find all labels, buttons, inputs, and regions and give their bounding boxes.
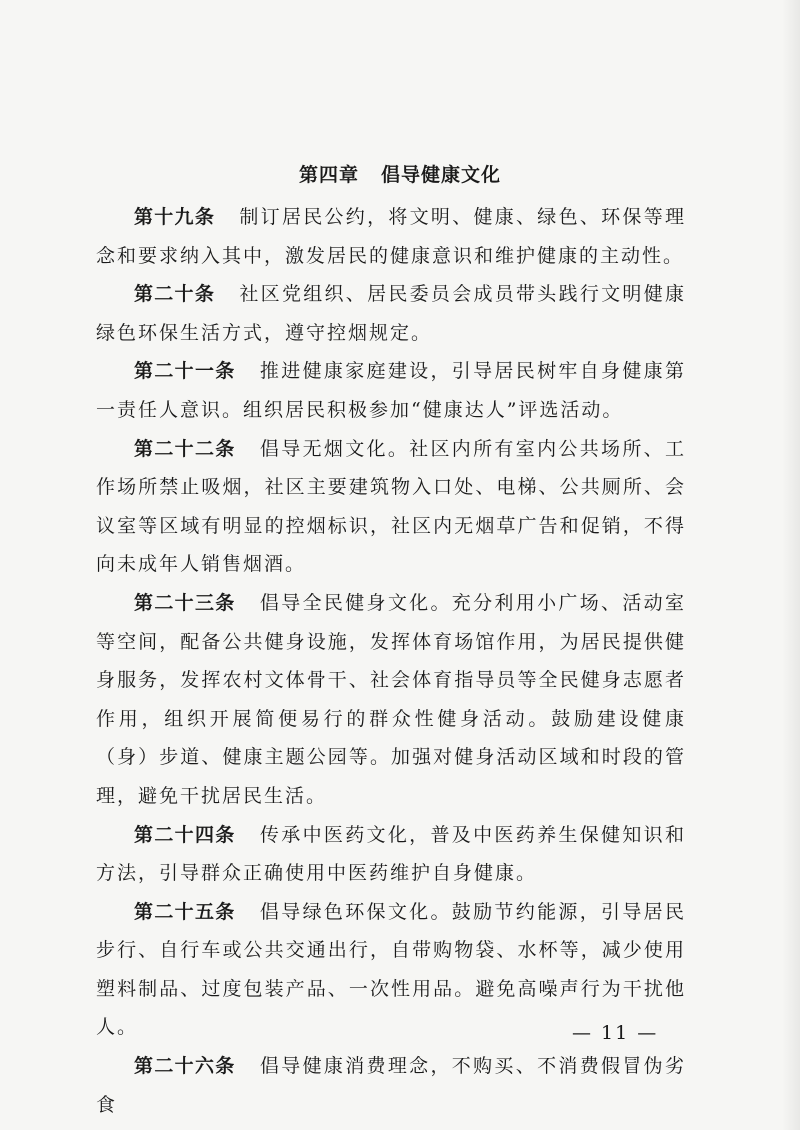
page-number: — 11 — [572,1022,659,1044]
article-text: 倡导无烟文化。社区内所有室内公共场所、工作场所禁止吸烟，社区主要建筑物入口处、电梯、公共厕所、会议室等区域有明显的控烟标识，社区内无烟草广告和促销，不得向未成年人销售烟酒。 [96,437,686,576]
chapter-title: 倡导健康文化 [381,164,502,186]
article-text: 倡导健康消费理念，不购买、不消费假冒伪劣食 [96,1055,686,1116]
chapter-label: 第四章 [298,164,359,186]
article-number: 第二十四条 [134,823,236,846]
chapter-heading [0,160,800,187]
article-number: 第二十六条 [134,1055,236,1078]
article-number: 第二十条 [134,283,216,306]
article-text: 倡导绿色环保文化。鼓励节约能源，引导居民步行、自行车或公共交通出行，自带购物袋、水杯等，减少使用塑料制品、过度包装产品、一次性用品。避免高噪声行为干扰他人。 [96,900,686,1039]
article-text: 倡导全民健身文化。充分利用小广场、活动室等空间，配备公共健身设施，发挥体育场馆作用，为居民提供健身服务，发挥农村文体骨干、社会体育指导员等全民健身志愿者作用，组织开展简便易行的群众性健身活动。鼓励建设健康（身）步道、健康主题公园等。加强对健身活动区域和时段的管理，避免干扰居民生活。 [96,591,686,807]
article-number: 第二十五条 [134,900,236,923]
article-text: 传承中医药文化，普及中医药养生保健知识和方法，引导群众正确使用中医药维护自身健康。 [96,823,686,885]
article-20 [96,275,686,352]
article-number: 第二十二条 [134,437,236,460]
article-21 [96,352,686,429]
article-22 [96,430,686,584]
article-number: 第十九条 [134,206,216,228]
article-text: 社区党组织、居民委员会成员带头践行文明健康绿色环保生活方式，遵守控烟规定。 [96,283,686,344]
article-text: 推进健康家庭建设，引导居民树牢自身健康第一责任人意识。组织居民积极参加“健康达人”评选活动。 [96,360,686,421]
article-26 [96,1047,686,1124]
article-number: 第二十一条 [134,360,236,383]
article-19 [96,198,686,275]
article-list [96,198,686,1124]
article-text: 制订居民公约，将文明、健康、绿色、环保等理念和要求纳入其中，激发居民的健康意识和维护健康的主动性。 [96,206,686,267]
article-number: 第二十三条 [134,591,236,614]
article-24 [96,816,686,893]
article-23 [96,584,686,816]
